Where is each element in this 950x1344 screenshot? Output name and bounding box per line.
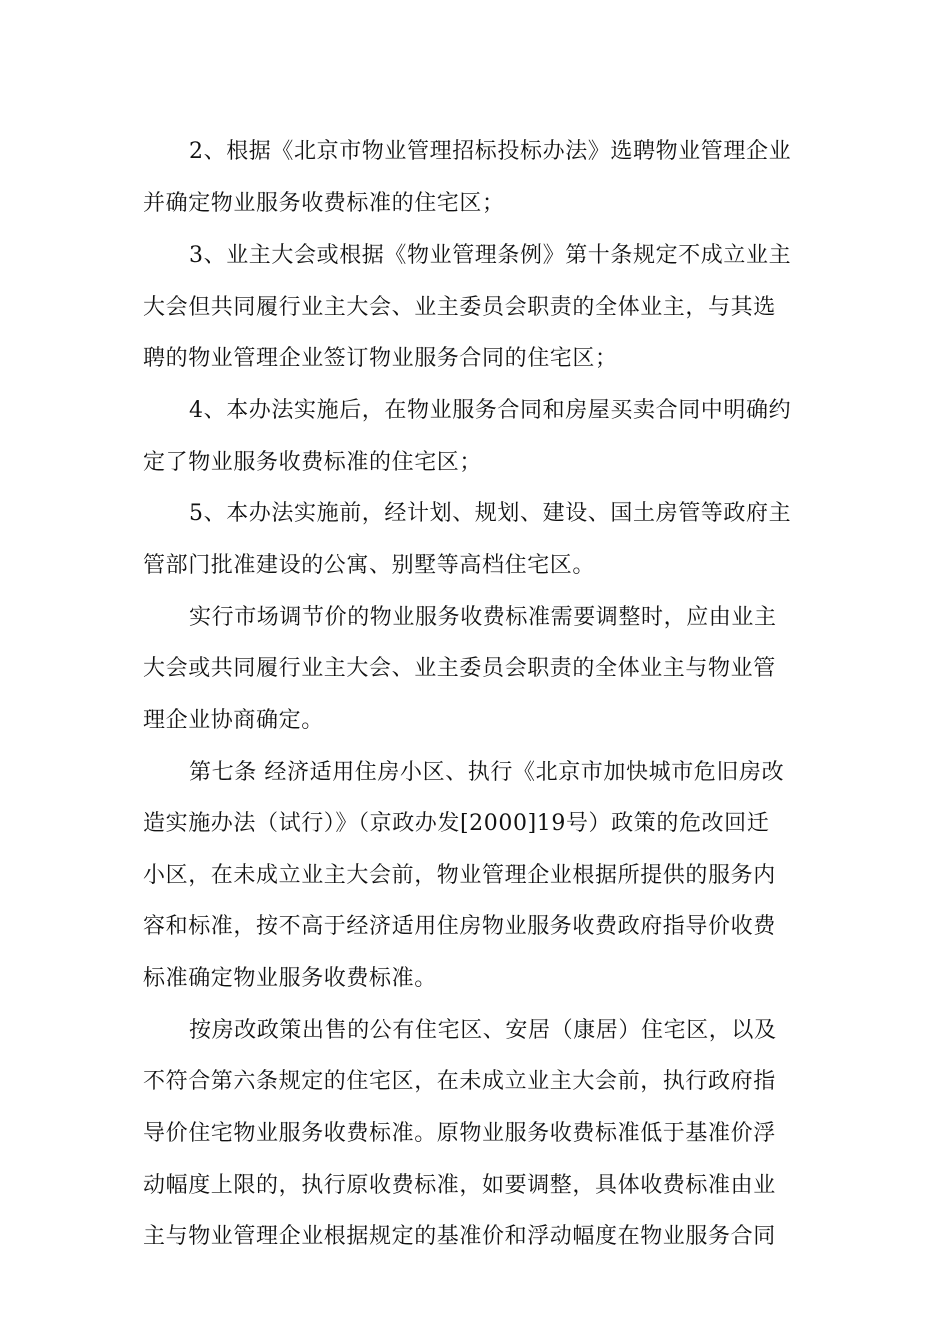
- text-line: 大会但共同履行业主大会、业主委员会职责的全体业主，与其选: [143, 295, 776, 320]
- text-line: 4、本办法实施后，在物业服务合同和房屋买卖合同中明确约: [189, 398, 792, 423]
- text-line: 动幅度上限的，执行原收费标准，如要调整，具体收费标准由业: [143, 1173, 776, 1198]
- text-line: 导价住宅物业服务收费标准。原物业服务收费标准低于基准价浮: [143, 1121, 776, 1146]
- text-line: 并确定物业服务收费标准的住宅区；: [143, 191, 505, 216]
- text-line: 定了物业服务收费标准的住宅区；: [143, 450, 483, 475]
- text-line: 造实施办法（试行）》（京政办发[2000]19号）政策的危改回迁: [143, 811, 770, 836]
- text-line: 理企业协商确定。: [143, 708, 324, 733]
- text-line: 按房改政策出售的公有住宅区、安居（康居）住宅区，以及: [189, 1018, 777, 1043]
- text-line: 5、本办法实施前，经计划、规划、建设、国土房管等政府主: [189, 501, 792, 526]
- text-line: 不符合第六条规定的住宅区，在未成立业主大会前，执行政府指: [143, 1069, 776, 1094]
- text-line: 小区，在未成立业主大会前，物业管理企业根据所提供的服务内: [143, 863, 776, 888]
- text-line: 聘的物业管理企业签订物业服务合同的住宅区；: [143, 346, 618, 371]
- text-line: 大会或共同履行业主大会、业主委员会职责的全体业主与物业管: [143, 656, 776, 681]
- text-line: 标准确定物业服务收费标准。: [143, 966, 437, 991]
- text-line: 容和标准，按不高于经济适用住房物业服务收费政府指导价收费: [143, 914, 776, 939]
- text-line: 主与物业管理企业根据规定的基准价和浮动幅度在物业服务合同: [143, 1224, 776, 1249]
- text-line: 实行市场调节价的物业服务收费标准需要调整时，应由业主: [189, 605, 777, 630]
- text-line: 管部门批准建设的公寓、别墅等高档住宅区。: [143, 553, 596, 578]
- text-line: 2、根据《北京市物业管理招标投标办法》选聘物业管理企业: [189, 139, 792, 164]
- text-line: 第七条 经济适用住房小区、执行《北京市加快城市危旧房改: [189, 760, 785, 785]
- text-line: 3、业主大会或根据《物业管理条例》第十条规定不成立业主: [189, 243, 792, 268]
